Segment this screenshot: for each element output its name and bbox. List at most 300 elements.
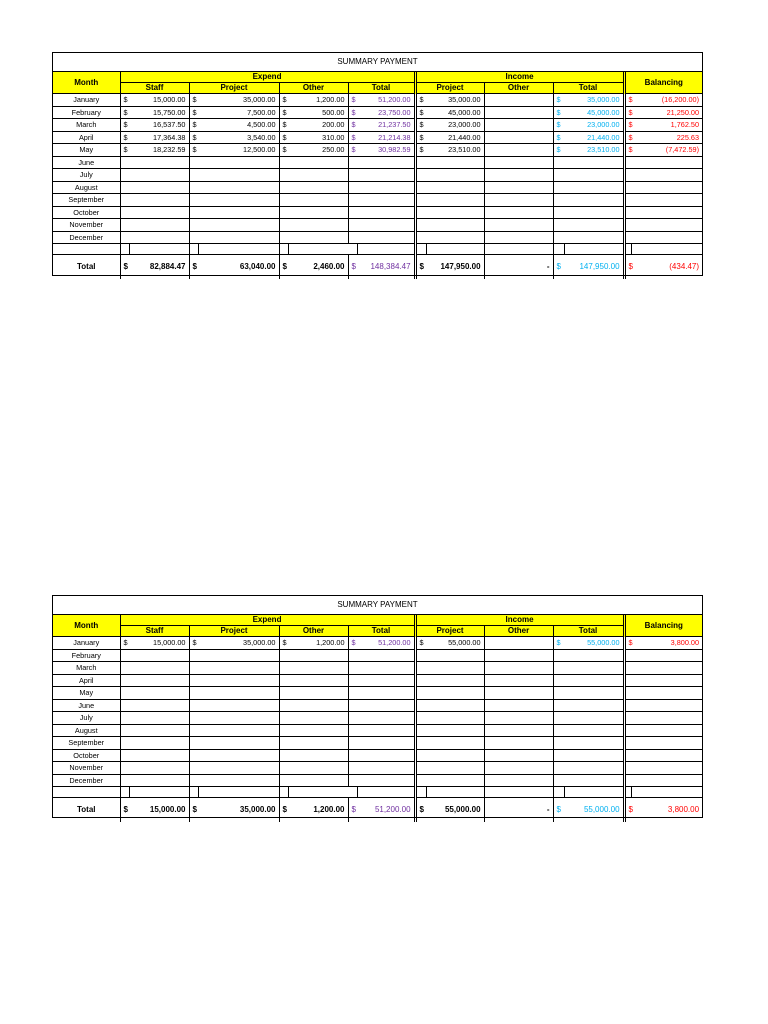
balancing-currency[interactable]: $ [624, 119, 631, 132]
other-cell[interactable] [288, 762, 348, 775]
other-cell[interactable] [288, 194, 348, 207]
inc_total-currency[interactable]: $ [553, 131, 564, 144]
other-currency[interactable] [279, 724, 288, 737]
month-cell[interactable]: January [53, 637, 120, 650]
staff-currency[interactable] [120, 649, 129, 662]
balancing-currency[interactable]: $ [624, 144, 631, 157]
other-currency[interactable] [279, 219, 288, 232]
staff-currency[interactable] [120, 181, 129, 194]
inc_project-currency[interactable] [415, 156, 426, 169]
balancing-currency[interactable] [624, 194, 631, 207]
other-cell[interactable] [288, 749, 348, 762]
total-currency[interactable] [348, 724, 357, 737]
other-currency[interactable]: $ [279, 637, 288, 650]
empty-cell[interactable] [288, 244, 357, 255]
income-other-header[interactable]: Other [484, 83, 553, 94]
balancing-cell[interactable] [631, 762, 702, 775]
total-currency[interactable] [348, 687, 357, 700]
total-cell[interactable] [357, 724, 415, 737]
empty-cell[interactable] [624, 244, 631, 255]
month-cell[interactable]: September [53, 737, 120, 750]
inc_other-cell[interactable] [484, 106, 553, 119]
balancing-currency[interactable] [624, 156, 631, 169]
inc_project-currency[interactable] [415, 649, 426, 662]
income-project-header[interactable]: Project [415, 83, 484, 94]
inc_project-cell[interactable] [426, 687, 484, 700]
other-cell[interactable] [288, 181, 348, 194]
month-cell[interactable]: January [53, 94, 120, 107]
inc_total-cell[interactable]: 23,510.00 [564, 144, 624, 157]
empty-cell[interactable] [426, 787, 484, 798]
project-cell[interactable] [198, 687, 279, 700]
empty-cell[interactable] [484, 787, 553, 798]
balancing-currency[interactable] [624, 749, 631, 762]
inc_other-cell[interactable] [484, 774, 553, 787]
total-total-currency[interactable]: $ [351, 262, 356, 271]
month-cell[interactable]: May [53, 687, 120, 700]
total-cell[interactable] [357, 206, 415, 219]
inc_project-cell[interactable] [426, 724, 484, 737]
inc_total-cell[interactable] [564, 699, 624, 712]
balancing-cell[interactable] [631, 749, 702, 762]
project-currency[interactable] [189, 712, 198, 725]
total-staff-currency[interactable]: $ [123, 805, 128, 814]
total-currency[interactable] [348, 712, 357, 725]
empty-cell[interactable] [631, 244, 702, 255]
other-cell[interactable] [288, 649, 348, 662]
project-currency[interactable] [189, 206, 198, 219]
total-inc_total-currency[interactable]: $ [556, 262, 561, 271]
project-currency[interactable] [189, 194, 198, 207]
project-cell[interactable]: 7,500.00 [198, 106, 279, 119]
total-currency[interactable] [348, 169, 357, 182]
empty-cell[interactable] [631, 787, 702, 798]
total-total-cell[interactable]: 148,384.47 [357, 255, 415, 280]
project-currency[interactable]: $ [189, 119, 198, 132]
inc_project-cell[interactable]: 23,000.00 [426, 119, 484, 132]
empty-cell[interactable] [120, 787, 129, 798]
total-cell[interactable] [357, 737, 415, 750]
inc_project-currency[interactable]: $ [415, 131, 426, 144]
month-cell[interactable]: May [53, 144, 120, 157]
inc_project-cell[interactable] [426, 737, 484, 750]
inc_total-currency[interactable]: $ [553, 94, 564, 107]
other-currency[interactable] [279, 674, 288, 687]
inc_project-currency[interactable] [415, 206, 426, 219]
balancing-cell[interactable] [631, 662, 702, 675]
other-cell[interactable] [288, 712, 348, 725]
inc_total-cell[interactable] [564, 737, 624, 750]
empty-cell[interactable] [198, 244, 279, 255]
income-total-header[interactable]: Total [553, 626, 624, 637]
total-other-currency[interactable]: $ [282, 805, 287, 814]
total-cell[interactable] [357, 649, 415, 662]
other-currency[interactable] [279, 231, 288, 244]
other-cell[interactable]: 1,200.00 [288, 94, 348, 107]
empty-cell[interactable] [553, 244, 564, 255]
inc_total-cell[interactable] [564, 674, 624, 687]
other-cell[interactable] [288, 219, 348, 232]
inc_total-currency[interactable] [553, 206, 564, 219]
month-cell[interactable]: June [53, 156, 120, 169]
inc_project-cell[interactable] [426, 774, 484, 787]
income-project-header[interactable]: Project [415, 626, 484, 637]
staff-cell[interactable]: 15,750.00 [129, 106, 189, 119]
project-currency[interactable]: $ [189, 106, 198, 119]
inc_other-cell[interactable] [484, 699, 553, 712]
month-cell[interactable]: February [53, 649, 120, 662]
total-other-cell[interactable]: 1,200.00 [288, 798, 348, 823]
project-currency[interactable] [189, 649, 198, 662]
project-cell[interactable]: 4,500.00 [198, 119, 279, 132]
inc_project-currency[interactable] [415, 231, 426, 244]
total-cell[interactable] [357, 762, 415, 775]
empty-cell[interactable] [624, 787, 631, 798]
balancing-currency[interactable] [624, 712, 631, 725]
project-cell[interactable] [198, 649, 279, 662]
total-cell[interactable] [357, 687, 415, 700]
inc_total-currency[interactable] [553, 674, 564, 687]
total-currency[interactable] [348, 774, 357, 787]
empty-cell[interactable] [129, 244, 189, 255]
inc_total-currency[interactable] [553, 699, 564, 712]
empty-cell[interactable] [564, 787, 624, 798]
staff-currency[interactable] [120, 219, 129, 232]
empty-cell[interactable] [120, 244, 129, 255]
staff-cell[interactable] [129, 699, 189, 712]
month-cell[interactable]: June [53, 699, 120, 712]
month-cell[interactable]: March [53, 119, 120, 132]
inc_other-cell[interactable] [484, 194, 553, 207]
empty-cell[interactable] [53, 244, 120, 255]
inc_total-cell[interactable] [564, 749, 624, 762]
inc_other-cell[interactable] [484, 687, 553, 700]
total-currency[interactable] [348, 219, 357, 232]
month-cell[interactable]: November [53, 219, 120, 232]
inc_other-cell[interactable] [484, 662, 553, 675]
project-currency[interactable]: $ [189, 131, 198, 144]
empty-cell[interactable] [53, 787, 120, 798]
balancing-cell[interactable] [631, 219, 702, 232]
staff-cell[interactable] [129, 194, 189, 207]
total-currency[interactable] [348, 699, 357, 712]
inc_total-currency[interactable] [553, 231, 564, 244]
inc_project-cell[interactable] [426, 749, 484, 762]
total-currency[interactable]: $ [348, 106, 357, 119]
staff-cell[interactable] [129, 762, 189, 775]
total-header[interactable]: Total [348, 83, 415, 94]
inc_total-currency[interactable] [553, 724, 564, 737]
balancing-cell[interactable] [631, 699, 702, 712]
staff-cell[interactable]: 15,000.00 [129, 637, 189, 650]
total-cell[interactable]: 23,750.00 [357, 106, 415, 119]
project-currency[interactable] [189, 156, 198, 169]
staff-currency[interactable] [120, 674, 129, 687]
project-currency[interactable]: $ [189, 144, 198, 157]
staff-currency[interactable] [120, 662, 129, 675]
total-cell[interactable]: 30,982.59 [357, 144, 415, 157]
staff-currency[interactable]: $ [120, 119, 129, 132]
balancing-cell[interactable] [631, 231, 702, 244]
total-currency[interactable] [348, 194, 357, 207]
empty-cell[interactable] [279, 787, 288, 798]
project-cell[interactable] [198, 156, 279, 169]
balancing-cell[interactable] [631, 194, 702, 207]
other-cell[interactable] [288, 737, 348, 750]
project-cell[interactable] [198, 737, 279, 750]
inc_other-cell[interactable] [484, 206, 553, 219]
total-cell[interactable]: 51,200.00 [357, 94, 415, 107]
empty-cell[interactable] [564, 244, 624, 255]
total-inc_total-currency[interactable]: $ [556, 805, 561, 814]
total-label[interactable]: Total [53, 255, 120, 280]
month-cell[interactable]: August [53, 181, 120, 194]
other-currency[interactable]: $ [279, 144, 288, 157]
project-cell[interactable] [198, 774, 279, 787]
inc_project-cell[interactable] [426, 712, 484, 725]
total-cell[interactable]: 21,237.50 [357, 119, 415, 132]
other-cell[interactable] [288, 156, 348, 169]
inc_other-cell[interactable] [484, 762, 553, 775]
total-other-currency[interactable]: $ [282, 262, 287, 271]
total-inc_project-cell[interactable]: 55,000.00 [426, 798, 484, 823]
project-cell[interactable]: 12,500.00 [198, 144, 279, 157]
month-header[interactable]: Month [53, 615, 120, 637]
project-cell[interactable] [198, 662, 279, 675]
inc_project-cell[interactable] [426, 206, 484, 219]
total-currency[interactable] [348, 749, 357, 762]
total-currency[interactable] [348, 649, 357, 662]
month-header[interactable]: Month [53, 72, 120, 94]
total-currency[interactable] [348, 762, 357, 775]
balancing-currency[interactable]: $ [624, 94, 631, 107]
other-currency[interactable] [279, 712, 288, 725]
total-cell[interactable] [357, 712, 415, 725]
total-inc_other-cell[interactable]: - [484, 798, 553, 823]
inc_total-currency[interactable] [553, 774, 564, 787]
project-cell[interactable] [198, 231, 279, 244]
balancing-header[interactable]: Balancing [624, 72, 702, 94]
inc_total-currency[interactable] [553, 194, 564, 207]
project-currency[interactable] [189, 687, 198, 700]
inc_total-cell[interactable] [564, 156, 624, 169]
empty-cell[interactable] [189, 787, 198, 798]
staff-cell[interactable] [129, 231, 189, 244]
staff-currency[interactable]: $ [120, 131, 129, 144]
inc_project-currency[interactable]: $ [415, 144, 426, 157]
other-cell[interactable] [288, 662, 348, 675]
inc_total-currency[interactable] [553, 749, 564, 762]
expend-header[interactable]: Expend [120, 615, 415, 626]
inc_total-currency[interactable]: $ [553, 119, 564, 132]
staff-currency[interactable] [120, 194, 129, 207]
month-cell[interactable]: July [53, 169, 120, 182]
project-cell[interactable] [198, 219, 279, 232]
inc_total-currency[interactable] [553, 649, 564, 662]
inc_project-cell[interactable]: 35,000.00 [426, 94, 484, 107]
project-cell[interactable] [198, 206, 279, 219]
other-currency[interactable] [279, 774, 288, 787]
other-currency[interactable] [279, 194, 288, 207]
staff-currency[interactable]: $ [120, 144, 129, 157]
empty-cell[interactable] [198, 787, 279, 798]
total-project-cell[interactable]: 35,000.00 [198, 798, 279, 823]
project-cell[interactable] [198, 169, 279, 182]
other-cell[interactable] [288, 169, 348, 182]
balancing-cell[interactable]: 1,762.50 [631, 119, 702, 132]
project-cell[interactable]: 3,540.00 [198, 131, 279, 144]
inc_project-cell[interactable] [426, 674, 484, 687]
inc_other-cell[interactable] [484, 724, 553, 737]
inc_project-currency[interactable] [415, 762, 426, 775]
inc_project-currency[interactable] [415, 194, 426, 207]
month-cell[interactable]: October [53, 749, 120, 762]
empty-cell[interactable] [357, 244, 415, 255]
other-currency[interactable] [279, 206, 288, 219]
inc_project-currency[interactable] [415, 181, 426, 194]
inc_project-currency[interactable] [415, 774, 426, 787]
total-cell[interactable]: 21,214.38 [357, 131, 415, 144]
inc_other-cell[interactable] [484, 219, 553, 232]
staff-header[interactable]: Staff [120, 83, 189, 94]
inc_project-cell[interactable] [426, 169, 484, 182]
total-project-currency[interactable]: $ [192, 262, 197, 271]
total-other-cell[interactable]: 2,460.00 [288, 255, 348, 280]
inc_total-cell[interactable] [564, 724, 624, 737]
balancing-cell[interactable]: 225.63 [631, 131, 702, 144]
balancing-currency[interactable] [624, 687, 631, 700]
month-cell[interactable]: February [53, 106, 120, 119]
staff-cell[interactable] [129, 662, 189, 675]
staff-cell[interactable] [129, 219, 189, 232]
other-cell[interactable]: 500.00 [288, 106, 348, 119]
inc_total-currency[interactable] [553, 219, 564, 232]
staff-cell[interactable] [129, 169, 189, 182]
staff-cell[interactable]: 17,364.38 [129, 131, 189, 144]
empty-cell[interactable] [426, 244, 484, 255]
total-total-cell[interactable]: 51,200.00 [357, 798, 415, 823]
total-currency[interactable] [348, 156, 357, 169]
balancing-currency[interactable] [624, 662, 631, 675]
inc_project-cell[interactable]: 21,440.00 [426, 131, 484, 144]
other-currency[interactable] [279, 699, 288, 712]
inc_total-currency[interactable] [553, 762, 564, 775]
balancing-currency[interactable]: $ [624, 637, 631, 650]
empty-cell[interactable] [129, 787, 189, 798]
inc_total-cell[interactable]: 55,000.00 [564, 637, 624, 650]
other-cell[interactable] [288, 674, 348, 687]
staff-currency[interactable] [120, 762, 129, 775]
staff-cell[interactable] [129, 206, 189, 219]
project-currency[interactable] [189, 762, 198, 775]
total-cell[interactable] [357, 181, 415, 194]
balancing-currency[interactable] [624, 774, 631, 787]
project-cell[interactable] [198, 194, 279, 207]
inc_other-cell[interactable] [484, 181, 553, 194]
inc_total-cell[interactable]: 35,000.00 [564, 94, 624, 107]
total-currency[interactable] [348, 206, 357, 219]
other-cell[interactable] [288, 774, 348, 787]
total-currency[interactable] [348, 674, 357, 687]
staff-header[interactable]: Staff [120, 626, 189, 637]
month-cell[interactable]: December [53, 774, 120, 787]
staff-currency[interactable] [120, 156, 129, 169]
staff-cell[interactable] [129, 181, 189, 194]
staff-cell[interactable] [129, 749, 189, 762]
total-inc_other-cell[interactable]: - [484, 255, 553, 280]
balancing-cell[interactable] [631, 649, 702, 662]
other-currency[interactable] [279, 156, 288, 169]
total-label[interactable]: Total [53, 798, 120, 823]
staff-currency[interactable] [120, 206, 129, 219]
project-cell[interactable] [198, 712, 279, 725]
total-cell[interactable] [357, 219, 415, 232]
total-currency[interactable]: $ [348, 119, 357, 132]
month-cell[interactable]: April [53, 674, 120, 687]
other-currency[interactable] [279, 649, 288, 662]
project-cell[interactable] [198, 749, 279, 762]
inc_project-currency[interactable] [415, 219, 426, 232]
other-cell[interactable]: 250.00 [288, 144, 348, 157]
total-inc_total-cell[interactable]: 55,000.00 [564, 798, 624, 823]
staff-currency[interactable]: $ [120, 637, 129, 650]
inc_project-cell[interactable] [426, 181, 484, 194]
total-currency[interactable] [348, 662, 357, 675]
inc_total-cell[interactable] [564, 206, 624, 219]
inc_other-cell[interactable] [484, 712, 553, 725]
total-currency[interactable]: $ [348, 131, 357, 144]
other-currency[interactable] [279, 169, 288, 182]
staff-cell[interactable]: 15,000.00 [129, 94, 189, 107]
staff-currency[interactable] [120, 724, 129, 737]
total-inc_project-cell[interactable]: 147,950.00 [426, 255, 484, 280]
month-cell[interactable]: March [53, 662, 120, 675]
total-project-cell[interactable]: 63,040.00 [198, 255, 279, 280]
total-cell[interactable] [357, 662, 415, 675]
total-header[interactable]: Total [348, 626, 415, 637]
inc_total-currency[interactable] [553, 156, 564, 169]
balancing-currency[interactable] [624, 649, 631, 662]
project-cell[interactable] [198, 699, 279, 712]
total-balancing-cell[interactable]: 3,800.00 [667, 805, 700, 814]
balancing-currency[interactable] [624, 762, 631, 775]
staff-cell[interactable] [129, 649, 189, 662]
balancing-currency[interactable] [624, 674, 631, 687]
inc_project-cell[interactable] [426, 194, 484, 207]
inc_total-currency[interactable] [553, 662, 564, 675]
total-cell[interactable] [357, 194, 415, 207]
balancing-header[interactable]: Balancing [624, 615, 702, 637]
inc_project-currency[interactable] [415, 169, 426, 182]
total-cell[interactable]: 51,200.00 [357, 637, 415, 650]
inc_project-cell[interactable] [426, 762, 484, 775]
inc_project-currency[interactable]: $ [415, 119, 426, 132]
staff-currency[interactable] [120, 231, 129, 244]
other-currency[interactable] [279, 181, 288, 194]
inc_other-cell[interactable] [484, 144, 553, 157]
inc_total-cell[interactable] [564, 194, 624, 207]
total-cell[interactable] [357, 156, 415, 169]
other-header[interactable]: Other [279, 83, 348, 94]
balancing-cell[interactable]: 21,250.00 [631, 106, 702, 119]
project-cell[interactable] [198, 724, 279, 737]
other-cell[interactable] [288, 206, 348, 219]
total-currency[interactable]: $ [348, 637, 357, 650]
project-currency[interactable]: $ [189, 94, 198, 107]
balancing-cell[interactable]: (7,472.59) [631, 144, 702, 157]
inc_total-cell[interactable] [564, 231, 624, 244]
total-inc_project-currency[interactable]: $ [419, 262, 424, 271]
